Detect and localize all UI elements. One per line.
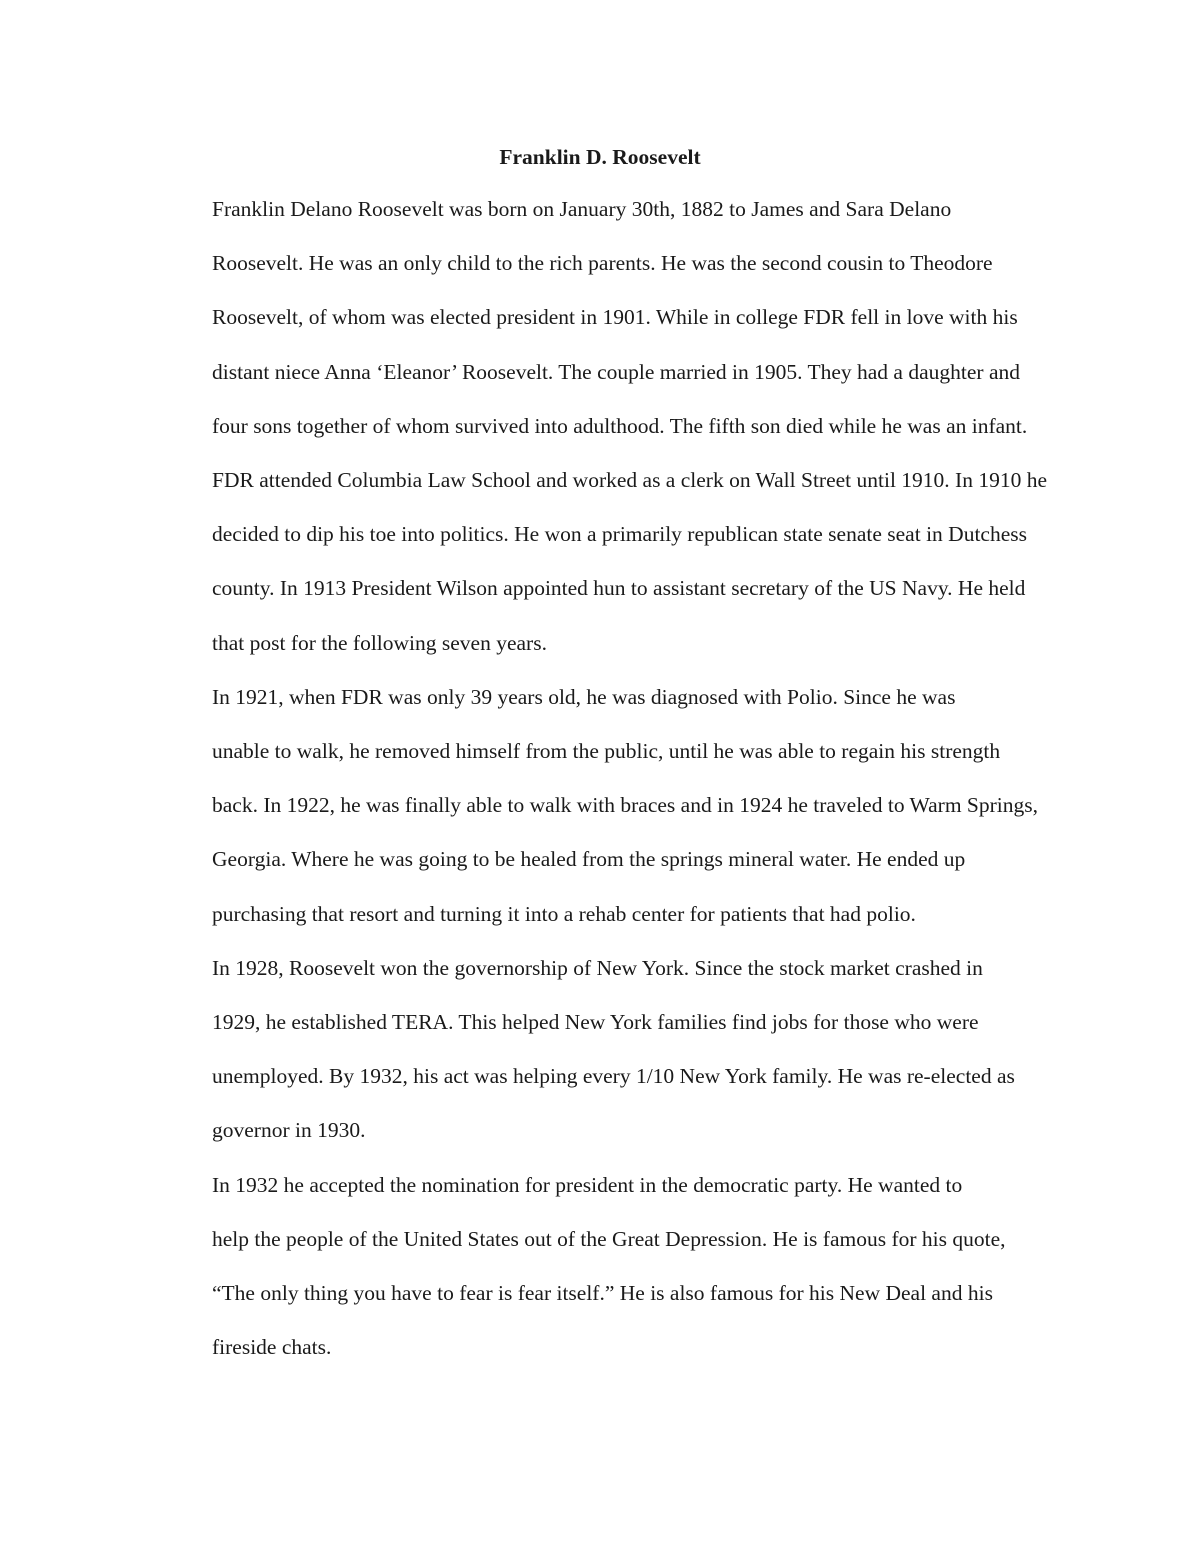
text-line: In 1928, Roosevelt won the governorship of New York. Since the stock market crashed in — [212, 955, 983, 980]
text-line: In 1921, when FDR was only 39 years old, he was diagnosed with Polio. Since he was — [212, 684, 956, 709]
text-line: Roosevelt. He was an only child to the rich parents. He was the second cousin to Theodore — [212, 251, 993, 276]
text-line: that post for the following seven years. — [212, 630, 547, 655]
text-line: FDR attended Columbia Law School and worked as a clerk on Wall Street until 1910. In 1910 he — [212, 468, 1048, 493]
text-line: unemployed. By 1932, his act was helping every 1/10 New York family. He was re-elected as — [212, 1064, 1015, 1089]
paragraph-polio — [141, 670, 1065, 941]
text-line: “The only thing you have to fear is fear itself.” He is also famous for his New Deal and his — [212, 1281, 993, 1306]
text-line: 1929, he established TERA. This helped New York families find jobs for those who were — [212, 1010, 979, 1035]
text-line: back. In 1922, he was finally able to walk with braces and in 1924 he traveled to Warm Springs, — [212, 793, 1039, 818]
text-line: help the people of the United States out of the Great Depression. He is famous for his quote, — [212, 1226, 1006, 1251]
text-line: Franklin Delano Roosevelt was born on January 30th, 1882 to James and Sara Delano — [212, 197, 952, 221]
paragraph-presidency — [141, 1158, 1065, 1375]
text-line: governor in 1930. — [212, 1118, 366, 1143]
text-line: Georgia. Where he was going to be healed from the springs mineral water. He ended up — [212, 847, 966, 872]
document-title: Franklin D. Roosevelt — [499, 145, 701, 169]
text-line: county. In 1913 President Wilson appointed hun to assistant secretary of the US Navy. He held — [212, 576, 1026, 601]
paragraph-governorship — [141, 941, 1065, 1158]
text-line: fireside chats. — [212, 1335, 332, 1360]
text-line: decided to dip his toe into politics. He won a primarily republican state senate seat in Dutchess — [212, 522, 1027, 547]
text-line: distant niece Anna ‘Eleanor’ Roosevelt. The couple married in 1905. They had a daughter and — [212, 359, 1020, 384]
text-line: purchasing that resort and turning it into a rehab center for patients that had polio. — [212, 901, 916, 926]
paragraph-early-life — [141, 182, 1065, 670]
text-line: four sons together of whom survived into adulthood. The fifth son died while he was an infant. — [212, 413, 1028, 438]
text-line: Roosevelt, of whom was elected president in 1901. While in college FDR fell in love with his — [212, 305, 1018, 330]
document-body — [141, 182, 1065, 1374]
text-line: unable to walk, he removed himself from the public, until he was able to regain his strength — [212, 739, 1001, 764]
text-line: In 1932 he accepted the nomination for president in the democratic party. He wanted to — [212, 1172, 963, 1197]
